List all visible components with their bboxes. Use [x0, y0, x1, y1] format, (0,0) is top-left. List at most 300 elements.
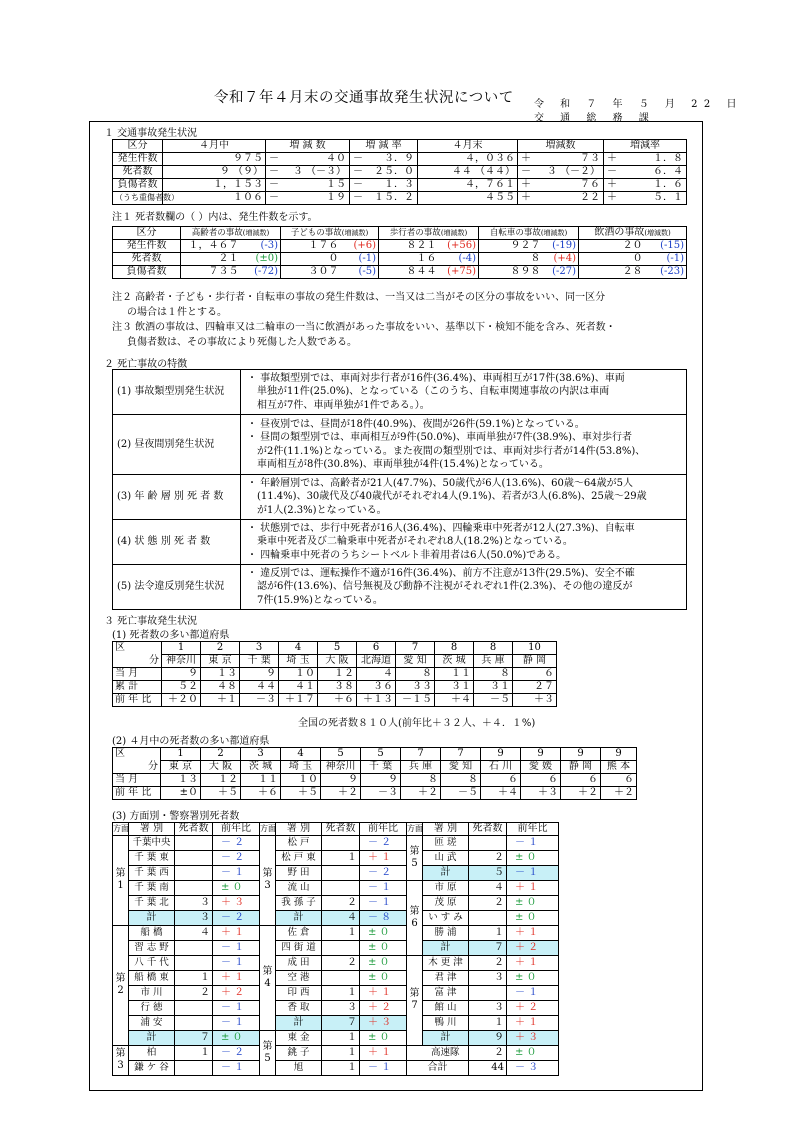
cell-ytd-change — [518, 179, 604, 192]
cell-value — [281, 266, 341, 279]
rank-cell: 5 — [318, 642, 357, 655]
station-deaths — [175, 1060, 213, 1075]
value: ４０ — [326, 153, 346, 164]
station-row — [113, 985, 260, 1000]
column-header: 署 別 — [423, 823, 469, 836]
cell-april: ９７５ — [163, 153, 266, 166]
station-yoy: － １ — [507, 985, 559, 1000]
cell-value — [379, 253, 439, 266]
column-header: 死者数 — [175, 823, 213, 836]
prefecture-name: 東 京 — [201, 655, 240, 668]
category-accident-table — [112, 226, 687, 279]
station-row — [407, 1015, 559, 1030]
station-yoy: ＋ ３ — [213, 895, 260, 910]
table-row — [113, 681, 557, 694]
value-cell: ４１ — [279, 681, 318, 694]
subtotal-label: 計 — [423, 940, 469, 955]
station-yoy: ＋ １ — [507, 1015, 559, 1030]
station-deaths: １ — [175, 1045, 213, 1060]
value-cell: １２ — [201, 774, 241, 787]
station-deaths: ３ — [322, 1000, 360, 1015]
station-name: 佐 倉 — [276, 925, 322, 940]
rank-row — [113, 748, 637, 761]
station-deaths — [175, 940, 213, 955]
cell-change — [341, 266, 379, 279]
cell-change — [439, 253, 479, 266]
station-yoy: ＋ １ — [213, 925, 260, 940]
station-name: い す み — [423, 910, 469, 925]
prefecture-name: 神奈川 — [162, 655, 201, 668]
value-cell: ＋１ — [201, 694, 240, 707]
change: (+56) — [447, 240, 477, 251]
value: ０ — [328, 253, 339, 264]
station-row — [407, 955, 559, 970]
value-cell: －１５ — [396, 694, 435, 707]
change: (+6) — [353, 240, 377, 251]
column-header: 区分 — [113, 227, 181, 240]
column-header: 方面 — [260, 824, 276, 833]
description-line: ・ 事故類型別では、車両対歩行者が16件(36.4%)、車両相互が17件(38.6%)、車両 — [247, 372, 625, 384]
sign: － — [269, 179, 279, 190]
station-deaths — [175, 955, 213, 970]
subtotal-label: 計 — [423, 1030, 469, 1045]
value: ２１ — [218, 253, 239, 264]
station-row — [407, 970, 559, 985]
header-label: 自転車の事故 — [489, 228, 541, 238]
feature-row — [113, 565, 687, 610]
station-table — [259, 822, 407, 1076]
sign: ＋ — [607, 153, 617, 164]
description-line: ・ 年齢層別では、高齢者が21人(47.7%)、50歳代が6人(13.6%)、60歳～64歳が5人 — [247, 477, 633, 489]
change: (-15) — [660, 240, 685, 251]
column-header: 前年比 — [213, 823, 260, 836]
value-cell: ＋２ — [321, 787, 361, 800]
station-row — [407, 910, 559, 925]
cell-value — [579, 240, 645, 253]
cell-change — [645, 240, 687, 253]
cell-change-count — [266, 153, 350, 166]
rank-cell: 3 — [240, 642, 279, 655]
rank-cell: 2 — [201, 748, 241, 761]
value: ８４４ — [406, 266, 437, 277]
station-deaths: ４ — [175, 925, 213, 940]
station-row — [407, 895, 559, 910]
corner-label: 区 — [113, 748, 161, 761]
table-row — [113, 668, 557, 681]
cell-value — [181, 240, 241, 253]
station-name: 銚 子 — [276, 1045, 322, 1060]
station-deaths: ２ — [469, 955, 507, 970]
subtotal-row — [407, 865, 559, 880]
station-row — [260, 850, 407, 865]
cell-ytd-rate — [604, 179, 687, 192]
station-yoy: － １ — [213, 865, 260, 880]
rank-cell: 4 — [279, 642, 318, 655]
station-yoy: ＋ １ — [360, 1045, 407, 1060]
station-row — [113, 940, 260, 955]
cell-change — [543, 253, 579, 266]
cell-value — [379, 266, 439, 279]
rank-cell: 7 — [441, 748, 481, 761]
sign: － — [269, 166, 279, 177]
grand-total-yoy: － ３ — [507, 1060, 559, 1075]
value: ３ （－３） — [292, 166, 346, 177]
station-deaths: １ — [322, 985, 360, 1000]
value-cell: ９ — [240, 668, 279, 681]
station-row — [113, 1045, 260, 1060]
sign: － — [353, 153, 363, 164]
value-cell: ＋４ — [435, 694, 474, 707]
description-line: 相互が7件、車両単独が1件である。）。 — [257, 399, 430, 411]
value: ０ — [632, 253, 643, 264]
corner-label: 分 — [113, 655, 162, 668]
change: (-27) — [552, 266, 577, 277]
subtotal-deaths: ３ — [175, 910, 213, 925]
value-cell: ＋１７ — [279, 694, 318, 707]
value-cell: ８ — [441, 774, 481, 787]
station-row — [113, 835, 260, 850]
column-header: 増 減 率 — [350, 140, 418, 153]
cell-change — [341, 240, 379, 253]
cell-value — [479, 266, 543, 279]
value-cell: ＋２ — [401, 787, 441, 800]
cell-value — [281, 240, 341, 253]
value: １，４６７ — [188, 240, 239, 251]
grand-total-label: 合計 — [407, 1060, 469, 1075]
station-name: 茂 原 — [423, 895, 469, 910]
cell-change — [439, 240, 479, 253]
station-row — [260, 1000, 407, 1015]
station-name: 君 津 — [423, 970, 469, 985]
change: (-1) — [666, 253, 685, 264]
grand-total-row — [407, 1060, 559, 1075]
station-yoy: － ２ — [213, 850, 260, 865]
value: ２２ — [580, 192, 600, 203]
prefecture-name: 東 京 — [161, 761, 201, 774]
value-cell: ３８ — [318, 681, 357, 694]
rank-cell: 8 — [435, 642, 474, 655]
cell-ytd-change — [518, 153, 604, 166]
cell-change — [241, 253, 281, 266]
station-name: 旭 — [276, 1060, 322, 1075]
sign: － — [353, 166, 363, 177]
subtotal-row — [113, 910, 260, 925]
station-row — [260, 880, 407, 895]
station-deaths — [175, 865, 213, 880]
row-label: 当 月 — [113, 774, 161, 787]
value-cell: ＋３ — [513, 694, 557, 707]
section-3-2-heading: (2) ４月中の死者数の多い都道府県 — [112, 736, 270, 747]
rank-cell: 9 — [561, 748, 601, 761]
column-header: 増減数 — [518, 140, 604, 153]
station-name: 行 徳 — [129, 1000, 175, 1015]
prefecture-deaths-cumulative-table — [112, 641, 557, 707]
station-row — [407, 1045, 559, 1060]
cell-ytd-rate — [604, 153, 687, 166]
cell-ytd-change — [518, 192, 604, 205]
prefecture-name: 北海道 — [357, 655, 396, 668]
station-yoy: － １ — [213, 1060, 260, 1075]
table-row — [113, 266, 687, 279]
station-row — [113, 880, 260, 895]
value-cell: ５２ — [162, 681, 201, 694]
station-row — [407, 1000, 559, 1015]
station-row — [260, 970, 407, 985]
value-cell: ８ — [396, 668, 435, 681]
section-1-heading: １ 交通事故発生状況 — [104, 128, 198, 139]
cell-ytd: ４，０３６ — [418, 153, 518, 166]
cell-change — [543, 266, 579, 279]
station-yoy: ＋ ２ — [213, 985, 260, 1000]
change: (±0) — [255, 253, 279, 264]
rank-cell: 6 — [357, 642, 396, 655]
value-cell: １０ — [279, 668, 318, 681]
value: ６．４ — [653, 166, 683, 177]
station-yoy: ± ０ — [507, 910, 559, 925]
header-label: 高齢者の事故 — [191, 228, 243, 238]
area-cell: 第 5 — [407, 835, 423, 880]
station-deaths — [469, 910, 507, 925]
area-cell: 第 2 — [113, 925, 129, 1045]
station-name: 富 津 — [423, 985, 469, 1000]
station-yoy: － １ — [360, 1060, 407, 1075]
station-name: 四 街 道 — [276, 940, 322, 955]
station-row — [113, 1060, 260, 1075]
station-name: 館 山 — [423, 1000, 469, 1015]
value-cell: ±０ — [161, 787, 201, 800]
row-label: 死者数 — [113, 253, 181, 266]
value-cell: ９ — [321, 774, 361, 787]
sign: － — [269, 153, 279, 164]
cell-change — [241, 266, 281, 279]
subtotal-deaths: ７ — [469, 940, 507, 955]
value-cell: ＋３ — [521, 787, 561, 800]
station-row — [260, 1030, 407, 1045]
station-row — [260, 940, 407, 955]
value-cell: ＋５ — [201, 787, 241, 800]
cell-ytd-change — [518, 166, 604, 179]
change: (-23) — [660, 266, 685, 277]
station-row — [407, 880, 559, 895]
sign: ＋ — [521, 179, 531, 190]
table-row — [113, 240, 687, 253]
cell-change-rate — [350, 179, 418, 192]
rank-cell: 5 — [321, 748, 361, 761]
station-name: 松 戸 — [276, 835, 322, 850]
header-label: 飲酒の事故 — [594, 227, 645, 238]
row-label: 累 計 — [113, 681, 162, 694]
station-name: 市 原 — [423, 880, 469, 895]
change: (+4) — [553, 253, 577, 264]
value: １．３ — [384, 179, 414, 190]
subtotal-row — [260, 910, 407, 925]
cell-ytd: ４，７６１ — [418, 179, 518, 192]
value: ８２１ — [406, 240, 437, 251]
station-yoy: ± ０ — [360, 955, 407, 970]
station-name: 浦 安 — [129, 1015, 175, 1030]
station-deaths: １ — [322, 850, 360, 865]
subtotal-row — [260, 1015, 407, 1030]
prefecture-name: 愛 知 — [441, 761, 481, 774]
prefecture-name: 大 阪 — [201, 761, 241, 774]
change: (-72) — [254, 266, 279, 277]
cell-change — [439, 266, 479, 279]
station-deaths — [175, 1000, 213, 1015]
prefecture-name: 静 岡 — [561, 761, 601, 774]
prefecture-name: 愛 媛 — [521, 761, 561, 774]
station-deaths: ２ — [175, 985, 213, 1000]
feature-description — [241, 520, 687, 565]
cell-change-count — [266, 179, 350, 192]
station-yoy: － １ — [213, 1015, 260, 1030]
station-name: 木 更 津 — [423, 955, 469, 970]
table-header-row — [113, 140, 687, 153]
station-row — [407, 985, 559, 1000]
station-deaths — [322, 970, 360, 985]
station-name: 野 田 — [276, 865, 322, 880]
feature-description — [241, 475, 687, 520]
subtotal-yoy: － ２ — [213, 910, 260, 925]
station-deaths — [322, 835, 360, 850]
station-yoy: ＋ １ — [360, 850, 407, 865]
value: １．６ — [653, 179, 683, 190]
row-label: （うち重傷者数） — [113, 192, 163, 205]
value-cell: ９ — [361, 774, 401, 787]
cell-value — [479, 253, 543, 266]
column-header — [181, 227, 281, 240]
station-yoy: － ２ — [213, 835, 260, 850]
table-header-row — [113, 823, 260, 836]
column-header — [579, 227, 687, 240]
table-header-row — [260, 823, 407, 836]
value-cell: ３１ — [435, 681, 474, 694]
prefecture-deaths-april-table — [112, 747, 637, 800]
section-2-heading: ２ 死亡事故の特徴 — [104, 359, 188, 370]
value: ７３５ — [208, 266, 239, 277]
rank-row — [113, 642, 557, 655]
station-row — [113, 955, 260, 970]
cell-change — [341, 253, 379, 266]
station-deaths: ３ — [175, 895, 213, 910]
subtotal-label: 計 — [276, 1015, 322, 1030]
prefecture-row — [113, 761, 637, 774]
row-label: 発生件数 — [113, 153, 163, 166]
value-cell: １０ — [281, 774, 321, 787]
station-deaths: ２ — [469, 850, 507, 865]
rank-cell: 5 — [361, 748, 401, 761]
prefecture-name: 石 川 — [481, 761, 521, 774]
cell-ytd-rate — [604, 166, 687, 179]
station-deaths — [175, 850, 213, 865]
prefecture-name: 千 葉 — [361, 761, 401, 774]
value-cell: ６ — [521, 774, 561, 787]
value: １５ — [326, 179, 346, 190]
description-line: が2件(11.1%)となっている。また夜間の類型別では、車両対歩行者が14件(53.8%)、 — [257, 445, 646, 457]
value-cell: ２７ — [513, 681, 557, 694]
station-deaths — [175, 880, 213, 895]
station-yoy: ＋ ２ — [507, 1000, 559, 1015]
cell-change-count — [266, 192, 350, 205]
value-cell: １３ — [161, 774, 201, 787]
value-cell: －３ — [361, 787, 401, 800]
station-row — [260, 1045, 407, 1060]
value-cell: ＋６ — [318, 694, 357, 707]
table-header-row — [113, 227, 687, 240]
rank-cell: 8 — [474, 642, 513, 655]
station-yoy: ± ０ — [360, 970, 407, 985]
value: １７６ — [308, 240, 339, 251]
note-2-line-1: 注２ 高齢者・子ども・歩行者・自転車の事故の発生件数は、一当又は二当がその区分の事故をいい、同一区分 — [112, 292, 606, 303]
table-row — [113, 179, 687, 192]
area-cell: 第 5 — [260, 1030, 276, 1075]
row-label: 負傷者数 — [113, 179, 163, 192]
column-header: 増減率 — [604, 140, 687, 153]
area-cell: 第 3 — [113, 1045, 129, 1075]
value: １９ — [326, 192, 346, 203]
description-line: 認が6件(13.6%)、信号無視及び動静不注視がそれぞれ1件(2.3%)、その他の違反が — [257, 581, 633, 593]
area-cell: 第 6 — [407, 880, 423, 955]
value-cell: ６ — [481, 774, 521, 787]
station-deaths — [322, 865, 360, 880]
rank-cell: 10 — [513, 642, 557, 655]
note-3 — [112, 320, 616, 350]
value-cell: ＋２ — [561, 787, 601, 800]
subtotal-yoy: ± ０ — [213, 1030, 260, 1045]
value: ２８ — [622, 266, 643, 277]
station-deaths: １ — [322, 1060, 360, 1075]
cell-change-count — [266, 166, 350, 179]
feature-row — [113, 370, 687, 415]
station-yoy: ＋ ２ — [360, 1000, 407, 1015]
value: ５．１ — [653, 192, 683, 203]
station-yoy: － ２ — [360, 835, 407, 850]
station-name: 船 橋 東 — [129, 970, 175, 985]
prefecture-name: 愛 知 — [396, 655, 435, 668]
value-cell: －５ — [441, 787, 481, 800]
value-cell: １３ — [201, 668, 240, 681]
page-title: 令和７年４月末の交通事故発生状況について — [214, 90, 514, 106]
station-yoy: － １ — [213, 955, 260, 970]
description-line: ・ 違反別では、運転操作不適が16件(36.4%)、前方不注意が13件(29.5%)、安全不確 — [247, 567, 635, 579]
rank-cell: 1 — [161, 748, 201, 761]
feature-label: (1) 事故類型別発生状況 — [113, 370, 241, 415]
prefecture-name: 茨 城 — [241, 761, 281, 774]
subtotal-deaths: ９ — [469, 1030, 507, 1045]
station-name: 千 葉 西 — [129, 865, 175, 880]
station-name: 匝 瑳 — [423, 835, 469, 850]
station-yoy: － １ — [360, 880, 407, 895]
row-label: 前 年 比 — [113, 694, 162, 707]
cell-change — [241, 240, 281, 253]
sign: － — [607, 166, 617, 177]
value-cell: ＋５ — [281, 787, 321, 800]
subtotal-yoy: ＋ ２ — [507, 940, 559, 955]
station-yoy: ＋ １ — [507, 955, 559, 970]
value: ７３ — [580, 153, 600, 164]
station-deaths: ３ — [469, 970, 507, 985]
station-name: 我 孫 子 — [276, 895, 322, 910]
station-deaths: １ — [322, 1045, 360, 1060]
subtotal-yoy: － ８ — [360, 910, 407, 925]
section-3-3-heading: (3) 方面別・警察署別死者数 — [112, 811, 240, 822]
feature-description — [241, 370, 687, 415]
column-header: 死者数 — [322, 823, 360, 836]
value-cell: ３１ — [474, 681, 513, 694]
cell-change-rate — [350, 192, 418, 205]
header-sub: (増減数) — [644, 229, 671, 237]
change: (-19) — [552, 240, 577, 251]
sign: － — [353, 192, 363, 203]
